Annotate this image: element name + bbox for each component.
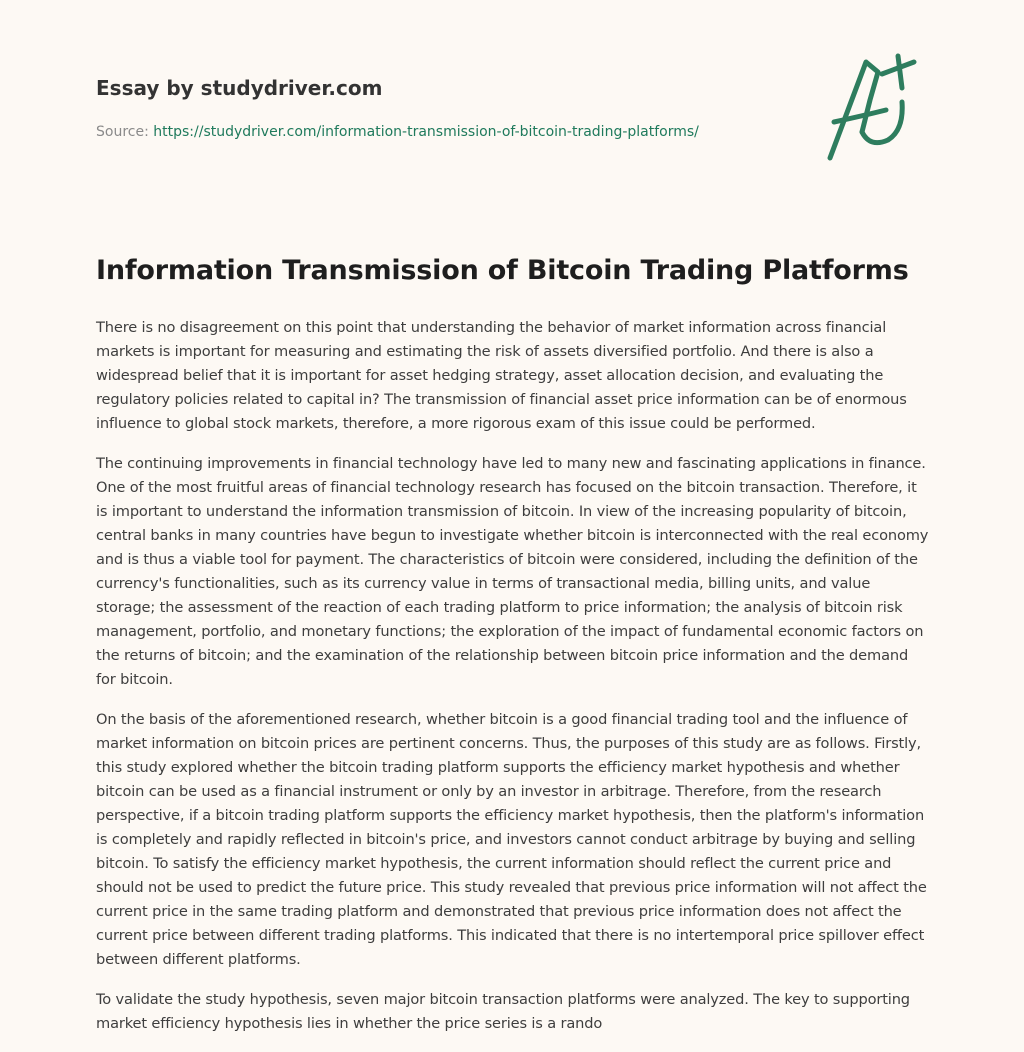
a-plus-grade-icon (822, 40, 932, 165)
source-link[interactable]: https://studydriver.com/information-transmission-of-bitcoin-trading-platforms/ (153, 124, 699, 140)
paragraph: There is no disagreement on this point that understanding the behavior of market information across financial markets is important for measuring and estimating the risk of assets diversified portfolio. And there is also a widespread belief that it is important for asset hedging strategy, asset allocation decision, and evaluating the regulatory policies related to capital in? The transmission of financial asset price information can be of enormous influence to global stock markets, therefore, a more rigorous exam of this issue could be performed. (96, 319, 907, 432)
brand-title: Essay by studydriver.com (96, 76, 383, 100)
source-line (96, 124, 699, 140)
paragraph: The continuing improvements in financial technology have led to many new and fascinating applications in finance. One of the most fruitful areas of financial technology research has focused on the bitcoin transaction. Therefore, it is important to understand the information transmission of bitcoin. In view of the increasing popularity of bitcoin, central banks in many countries have begun to investigate whether bitcoin is interconnected with the real economy and is thus a viable tool for payment. The characteristics of bitcoin were considered, including the definition of the currency's functionalities, such as its currency value in terms of transactional media, billing units, and value storage; the assessment of the reaction of each trading platform to price information; the analysis of bitcoin risk management, portfolio, and monetary functions; the exploration of the impact of fundamental economic factors on the returns of bitcoin; and the examination of the relationship between bitcoin price information and the demand for bitcoin. (96, 455, 929, 688)
essay-header (96, 76, 928, 140)
article-body (96, 316, 932, 1052)
source-label: Source: (96, 124, 154, 140)
paragraph: To validate the study hypothesis, seven major bitcoin transaction platforms were analyzed. The key to supporting market efficiency hypothesis lies in whether the price series is a rando (96, 991, 910, 1032)
paragraph: On the basis of the aforementioned research, whether bitcoin is a good financial trading tool and the influence of market information on bitcoin prices are pertinent concerns. Thus, the purposes of this study are as follows. Firstly, this study explored whether the bitcoin trading platform supports the efficiency market hypothesis and whether bitcoin can be used as a financial instrument or only by an investor in arbitrage. Therefore, from the research perspective, if a bitcoin trading platform supports the efficiency market hypothesis, then the platform's information is completely and rapidly reflected in bitcoin's price, and investors cannot conduct arbitrage by buying and selling bitcoin. To satisfy the efficiency market hypothesis, the current information should reflect the current price and should not be used to predict the future price. This study revealed that previous price information will not affect the current price in the same trading platform and demonstrated that previous price information does not affect the current price between different trading platforms. This indicated that there is no intertemporal price spillover effect between different platforms. (96, 711, 927, 968)
article-title: Information Transmission of Bitcoin Trading Platforms (96, 255, 909, 286)
